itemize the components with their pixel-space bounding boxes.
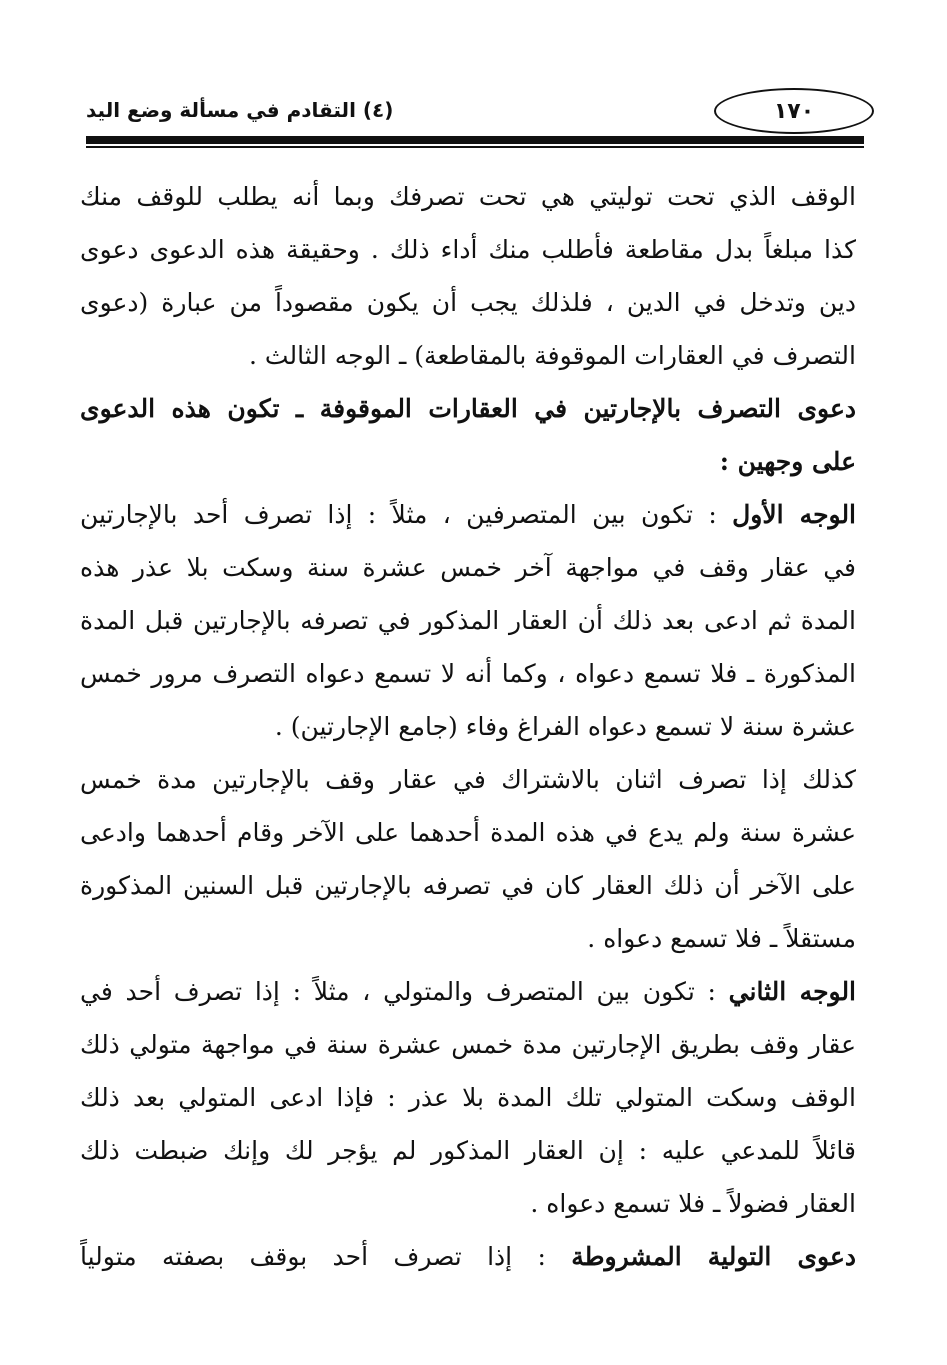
- text-line: المدة ثم ادعى بعد ذلك أن العقار المذكور في تصرفه بالإجارتين قبل المدة: [80, 606, 856, 635]
- header-rule-thick: [86, 136, 864, 144]
- text-line: الوقف الذي تحت توليتي هي تحت تصرفك وبما أنه يطلب للوقف منك: [80, 182, 856, 211]
- lead-rest: : تكون بين المتصرف والمتولي ، مثلاً : إذا تصرف أحد في: [80, 977, 716, 1006]
- text-line: عشرة سنة لا تسمع دعواه الفراغ وفاء (جامع الإجارتين) .: [274, 712, 856, 741]
- text-line: دعوى التصرف بالإجارتين في العقارات الموقوفة ـ تكون هذه الدعوى: [80, 394, 856, 423]
- text-line: [80, 1230, 856, 1283]
- paragraph-4: [80, 753, 856, 965]
- body-text: [80, 170, 856, 1283]
- text-line: كذلك إذا تصرف اثنان بالاشتراك في عقار وقف بالإجارتين مدة خمس: [80, 765, 856, 794]
- text-line: [80, 965, 856, 1018]
- text-line: العقار فضولاً ـ فلا تسمع دعواه .: [530, 1189, 856, 1218]
- paragraph-6: [80, 1230, 856, 1283]
- text-line: مستقلاً ـ فلا تسمع دعواه .: [587, 924, 856, 953]
- text-line: على الآخر أن ذلك العقار كان في تصرفه بالإجارتين قبل السنين المذكورة: [80, 871, 856, 900]
- text-line: المذكورة ـ فلا تسمع دعواه ، وكما أنه لا تسمع دعواه التصرف مرور خمس: [80, 659, 856, 688]
- page-number: ١٧٠: [714, 88, 874, 134]
- running-title: (٤) التقادم في مسألة وضع اليد: [86, 98, 394, 122]
- text-line: عقار وقف بطريق الإجارتين مدة خمس عشرة سنة في مواجهة متولي ذلك: [80, 1030, 856, 1059]
- lead-rest: : إذا تصرف أحد بوقف بصفته متولياً: [80, 1242, 546, 1271]
- paragraph-5: [80, 965, 856, 1230]
- page-header: [86, 84, 864, 148]
- text-line: على وجهين :: [719, 447, 856, 476]
- text-line: التصرف في العقارات الموقوفة بالمقاطعة) ـ الوجه الثالث .: [249, 341, 856, 370]
- paragraph-2-heading: [80, 382, 856, 488]
- header-rule-thin: [86, 146, 864, 148]
- paragraph-1: [80, 170, 856, 382]
- section-lead: دعوى التولية المشروطة: [571, 1242, 856, 1271]
- paragraph-3: [80, 488, 856, 753]
- text-line: كذا مبلغاً بدل مقاطعة فأطلب منك أداء ذلك . وحقيقة هذه الدعوى دعوى: [80, 235, 856, 264]
- text-line: قائلاً للمدعي عليه : إن العقار المذكور لم يؤجر لك وإنك ضبطت ذلك: [80, 1136, 856, 1165]
- text-line: دين وتدخل في الدين ، فلذلك يجب أن يكون مقصوداً من عبارة (دعوى: [80, 288, 856, 317]
- text-line: في عقار وقف في مواجهة آخر خمس عشرة سنة وسكت بلا عذر هذه: [80, 553, 856, 582]
- text-line: الوقف وسكت المتولي تلك المدة بلا عذر : فإذا ادعى المتولي بعد ذلك: [80, 1083, 856, 1112]
- text-line: [80, 488, 856, 541]
- section-lead: الوجه الثاني: [728, 977, 856, 1006]
- text-line: عشرة سنة ولم يدع في هذه المدة أحدهما على الآخر وقام أحدهما وادعى: [80, 818, 856, 847]
- lead-rest: : تكون بين المتصرفين ، مثلاً : إذا تصرف أحد بالإجارتين: [80, 500, 717, 529]
- section-lead: الوجه الأول: [732, 500, 856, 529]
